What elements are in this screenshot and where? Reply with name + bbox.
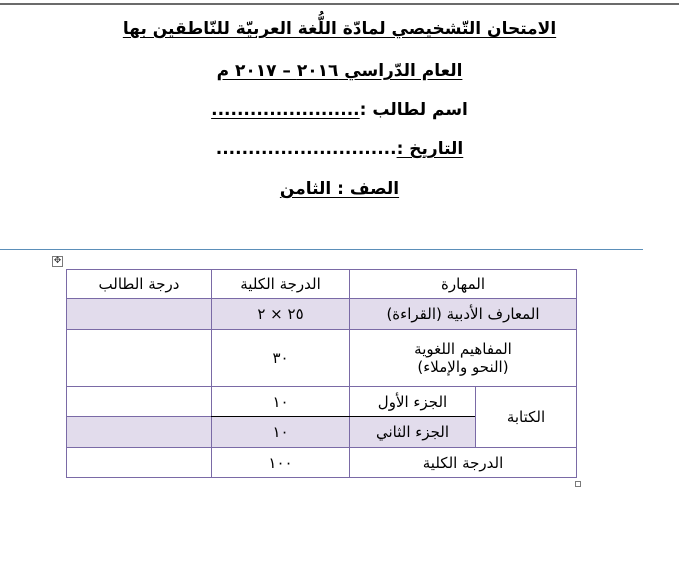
page-separator xyxy=(0,249,643,250)
academic-year xyxy=(0,60,679,82)
skill-linguistic-line1: المفاهيم اللغوية xyxy=(414,340,512,358)
total-writing-part1: ١٠ xyxy=(212,387,350,417)
total-total: ١٠٠ xyxy=(212,448,350,478)
skill-writing-part2: الجزء الثاني xyxy=(350,417,476,448)
header-student-grade: درجة الطالب xyxy=(67,270,212,299)
table-row xyxy=(67,387,577,417)
academic-year-text: العام الدّراسي ٢٠١٦ – ٢٠١٧ م xyxy=(216,61,463,81)
skill-literary: المعارف الأدبية (القراءة) xyxy=(350,299,577,330)
table-row xyxy=(67,448,577,478)
top-border-rule xyxy=(0,3,679,5)
table-header-row xyxy=(67,270,577,299)
total-literary: ٢٥ × ٢ xyxy=(212,299,350,330)
skill-linguistic xyxy=(350,330,577,387)
date-blank[interactable]: ............................ xyxy=(215,139,397,159)
grade-line xyxy=(0,178,679,200)
header-skill: المهارة xyxy=(350,270,577,299)
date-label: التاريخ : xyxy=(396,139,464,159)
score-table xyxy=(66,269,577,478)
total-linguistic: ٣٠ xyxy=(212,330,350,387)
student-name-line xyxy=(0,99,679,121)
student-writing-part2[interactable] xyxy=(67,417,212,448)
header-total-grade: الدرجة الكلية xyxy=(212,270,350,299)
skill-linguistic-line2: (النحو والإملاء) xyxy=(417,358,509,376)
student-linguistic[interactable] xyxy=(67,330,212,387)
move-handle-icon[interactable]: ✥ xyxy=(53,256,62,266)
date-line xyxy=(0,138,679,160)
table-row xyxy=(67,299,577,330)
total-writing-part2: ١٠ xyxy=(212,417,350,448)
skill-writing: الكتابة xyxy=(476,387,577,448)
skill-writing-part1: الجزء الأول xyxy=(350,387,476,417)
table-row xyxy=(67,330,577,387)
student-literary[interactable] xyxy=(67,299,212,330)
exam-title xyxy=(0,18,679,40)
exam-title-text: الامتحان التّشخيصي لمادّة اللُّغة العربيّة للنّاطقين بها xyxy=(122,19,557,39)
student-name-blank[interactable]: ....................... xyxy=(211,100,360,120)
resize-handle-icon[interactable] xyxy=(575,481,581,487)
grade-label: الصف : الثامن xyxy=(279,179,400,199)
skill-total: الدرجة الكلية xyxy=(350,448,577,478)
student-writing-part1[interactable] xyxy=(67,387,212,417)
student-name-label: اسم لطالب : xyxy=(359,100,468,120)
student-total[interactable] xyxy=(67,448,212,478)
